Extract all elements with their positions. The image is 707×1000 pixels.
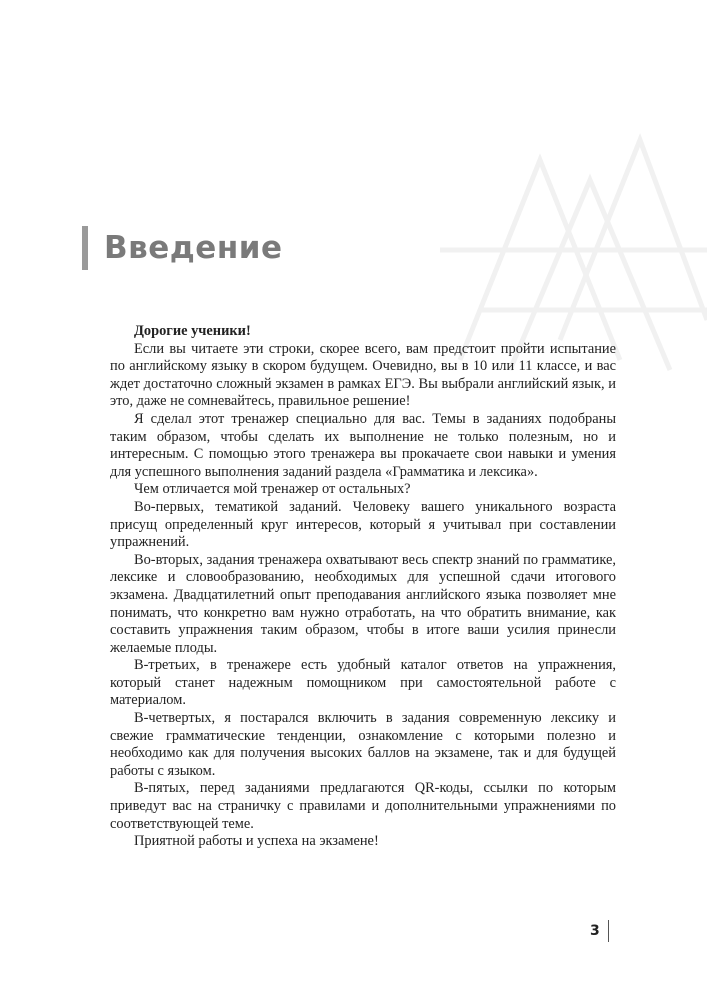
paragraph: Во-вторых, задания тренажера охватывают весь спектр знаний по грамматике, лексике и словообразованию, необходимых для успешной сдачи итогового экзамена. Двадцатилетний опыт преподавания английского языка позволяет мне понимать, что конкретно вам нужно отработать, на что обратить внимание, как составить упражнения таким образом, чтобы в итоге ваши усилия принесли желаемые плоды. — [110, 551, 616, 656]
footer-divider — [608, 920, 609, 942]
heading-title: Введение — [104, 230, 283, 266]
paragraph: Если вы читаете эти строки, скорее всего, вам предстоит пройти испытание по английскому языку в скором будущем. Очевидно, вы в 10 или 11 классе, и вас ждет достаточно сложный экзамен в рамках ЕГЭ. Вы выбрали английский язык, и это, даже не сомневайтесь, правильное решение! — [110, 340, 616, 410]
paragraph: Во-первых, тематикой заданий. Человеку вашего уникального возраста присущ определенный круг интересов, который я учитывал при составлении упражнений. — [110, 498, 616, 551]
introduction-text — [110, 323, 616, 851]
paragraph: Приятной работы и успеха на экзамене! — [134, 833, 379, 850]
page-heading — [82, 225, 283, 271]
paragraph: Чем отличается мой тренажер от остальных? — [134, 481, 411, 498]
paragraph: В-четвертых, я постарался включить в задания современную лексику и свежие грамматические тенденции, ознакомление с которыми полезно и необходимо как для получения высоких баллов на экзамене, так и для будущей работы с языком. — [110, 710, 616, 779]
paragraph: В-пятых, перед заданиями предлагаются QR-коды, ссылки по которым приведут вас на страничку с правилами и дополнительными упражнениями по соответствующей теме. — [110, 780, 616, 832]
greeting: Дорогие ученики! — [134, 323, 251, 339]
heading-accent-bar — [82, 226, 88, 270]
page-number: 3 — [590, 923, 600, 939]
paragraph: В-третьих, в тренажере есть удобный каталог ответов на упражнения, который станет надежным помощником при самостоятельной работе с материалом. — [110, 657, 616, 709]
page-footer — [590, 920, 609, 942]
paragraph: Я сделал этот тренажер специально для вас. Темы в заданиях подобраны таким образом, чтобы сделать их выполнение не только полезным, но и интересным. С помощью этого тренажера вы прокачаете свои навыки и умения для успешного выполнения заданий раздела «Грамматика и лексика». — [110, 410, 616, 480]
